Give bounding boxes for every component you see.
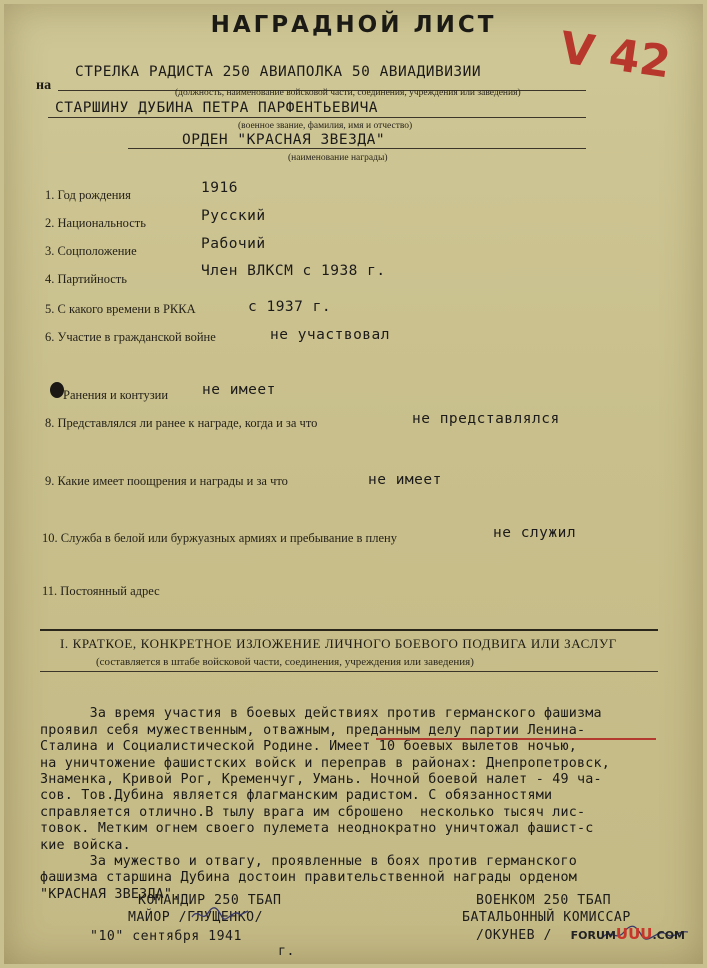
body-line: "КРАСНАЯ ЗВЕЗДА".- (40, 886, 189, 902)
na-label: на (36, 78, 52, 93)
body-line: Знаменка, Кривой Рог, Кременчуг, Умань. Ночной боевой налет - 49 ча- (40, 772, 602, 788)
unit-caption: (должность, наименование войсковой части, соединения, учреждения или заведения) (175, 88, 521, 98)
body-line: За мужество и отвагу, проявленные в боях против германского (40, 854, 578, 870)
field-label-commendations: 9. Какие имеет поощрения и награды и за что (45, 474, 288, 488)
document-date: "10" сентября 1941 (90, 929, 242, 944)
field-label-birth-year: 1. Год рождения (45, 188, 131, 202)
field-label-nationality: 2. Национальность (45, 216, 146, 230)
field-label-social-status: 3. Соцположение (45, 244, 137, 258)
red-underline (376, 738, 656, 740)
body-line: сов. Тов.Дубина является флагманским радистом. С обязанностями (40, 788, 553, 804)
field-label-address: 11. Постоянный адрес (42, 584, 160, 598)
award-underline (128, 148, 586, 149)
body-line: Сталина и Социалистической Родине. Имеет 10 боевых вылетов ночью, (40, 739, 578, 755)
section-top-rule (40, 629, 658, 631)
field-label-party: 4. Партийность (45, 272, 127, 286)
body-line: фашизма старшина Дубина достоин правительственной награды орденом (40, 870, 578, 886)
body-line: За время участия в боевых действиях против германского фашизма (40, 706, 602, 722)
name-value: СТАРШИНУ ДУБИНА ПЕТРА ПАРФЕНТЬЕВИЧА (55, 100, 379, 116)
field-value-birth-year: 1916 (201, 180, 238, 196)
right-signer-title: ВОЕНКОМ 250 ТБАП (476, 893, 612, 908)
unit-value: СТРЕЛКА РАДИСТА 250 АВИАПОЛКА 50 АВИАДИВИЗИИ (75, 64, 482, 80)
body-text (40, 690, 610, 903)
field-value-white-army: не служил (493, 525, 577, 541)
right-signer-name: /ОКУНЕВ / (476, 928, 552, 943)
field-value-party: Член ВЛКСМ с 1938 г. (201, 263, 386, 279)
field-value-civil-war: не участвовал (270, 327, 390, 343)
body-line: товок. Метким огнем своего пулемета неоднократно уничтожал фашист-с (40, 821, 594, 837)
right-signer-rank: БАТАЛЬОННЫЙ КОМИССАР (462, 910, 631, 925)
field-value-previous-award: не представлялся (412, 411, 560, 427)
section-heading: I. КРАТКОЕ, КОНКРЕТНОЕ ИЗЛОЖЕНИЕ ЛИЧНОГО БОЕВОГО ПОДВИГА ИЛИ ЗАСЛУГ (60, 636, 617, 651)
watermark-prefix: FORUM (570, 929, 616, 942)
body-line: кие войска. (40, 837, 131, 853)
field-value-rkka: с 1937 г. (248, 299, 332, 315)
left-signer-title: КОМАНДИР 250 ТБАП (138, 893, 282, 908)
left-handwritten-signature (190, 903, 250, 925)
field-label-civil-war: 6. Участие в гражданской войне (45, 330, 216, 344)
field-label-rkka: 5. С какого времени в РККА (45, 302, 196, 316)
name-caption: (военное звание, фамилия, имя и отчество) (238, 121, 413, 131)
field-label-wounds: Ранения и контузии (63, 388, 169, 402)
field-value-wounds: не имеет (202, 382, 276, 398)
document-date-suffix: г. (278, 944, 295, 959)
field-value-nationality: Русский (201, 208, 266, 224)
section-bottom-rule (40, 671, 658, 672)
field-label-white-army: 10. Служба в белой или буржуазных армиях и пребывание в плену (42, 531, 397, 545)
watermark-mid: UUU (615, 925, 653, 943)
red-pencil-mark: V 42 (556, 22, 674, 89)
ink-blot (50, 382, 64, 398)
document-title: НАГРАДНОЙ ЛИСТ (210, 12, 497, 38)
name-underline (48, 117, 586, 118)
body-line: проявил себя мужественным, отважным, преданным делу партии Ленина- (40, 722, 586, 738)
award-value: ОРДЕН "КРАСНАЯ ЗВЕЗДА" (182, 132, 386, 148)
forum-watermark (571, 925, 685, 943)
section-caption: (составляется в штабе войсковой части, соединения, учреждения или заведения) (96, 656, 474, 668)
left-signer-name: МАЙОР /ГЛУЩЕНКО/ (128, 910, 264, 925)
body-line: на уничтожение фашистских войск и переправ в районах: Днепропетровск, (40, 755, 611, 771)
watermark-suffix: .COM (652, 929, 685, 942)
body-line: справляется отлично.В тылу врага им сброшено несколько тысяч лис- (40, 804, 586, 820)
field-value-commendations: не имеет (368, 472, 442, 488)
field-value-social-status: Рабочий (201, 236, 266, 252)
award-caption: (наименование награды) (288, 153, 388, 163)
field-label-previous-award: 8. Представлялся ли ранее к награде, когда и за что (45, 416, 318, 430)
